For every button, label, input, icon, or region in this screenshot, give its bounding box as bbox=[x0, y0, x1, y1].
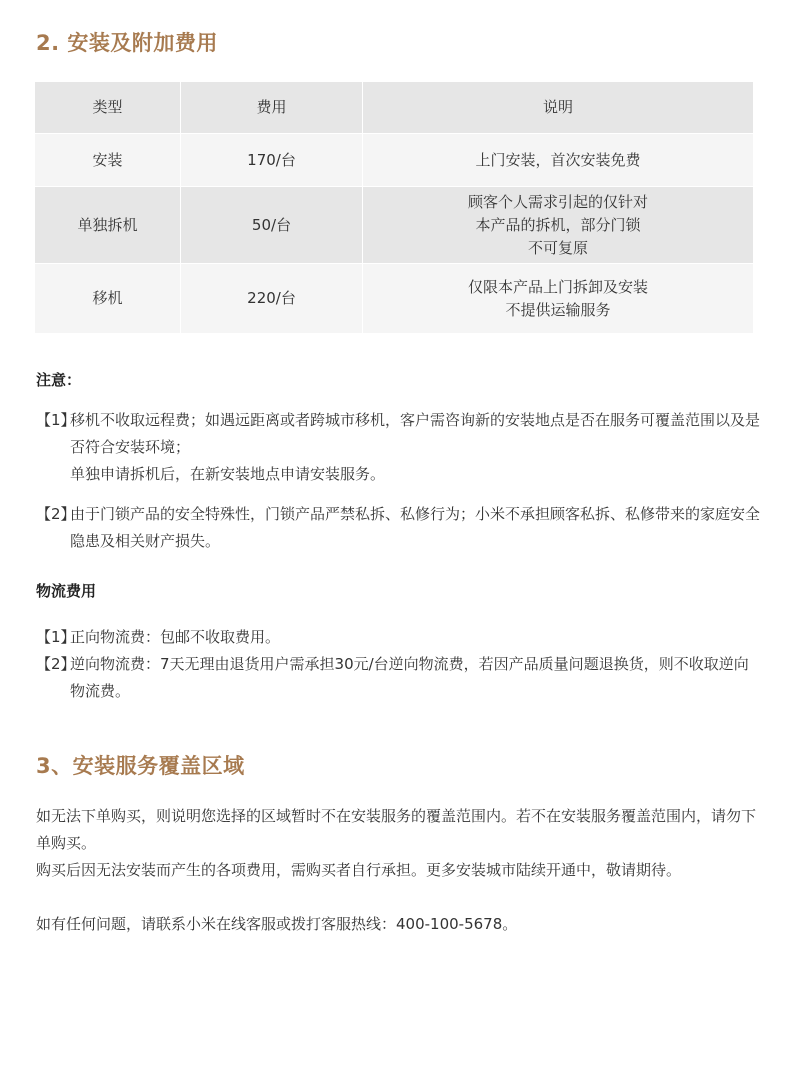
header-fee: 费用 bbox=[181, 82, 363, 133]
cell-fee: 50/台 bbox=[181, 186, 363, 263]
cell-desc: 顾客个人需求引起的仅针对 本产品的拆机，部分门锁 不可复原 bbox=[363, 186, 753, 263]
cell-type: 安装 bbox=[35, 133, 181, 186]
cell-type: 单独拆机 bbox=[35, 186, 181, 263]
notice-continuation: 单独申请拆机后，在新安装地点申请安装服务。 bbox=[70, 465, 386, 483]
notice-item bbox=[36, 501, 760, 555]
logistics-text: 正向物流费：包邮不收取费用。 bbox=[70, 628, 281, 646]
header-desc: 说明 bbox=[363, 82, 753, 133]
logistics-text: 逆向物流费：7天无理由退货用户需承担30元/台逆向物流费，若因产品质量问题退换货，则不收取逆向物流费。 bbox=[70, 655, 749, 700]
header-type: 类型 bbox=[35, 82, 181, 133]
notice-index: 【2】 bbox=[36, 505, 76, 523]
logistics-index: 【2】 bbox=[36, 655, 76, 673]
section-3-title: 3、安装服务覆盖区域 bbox=[36, 754, 245, 778]
notice-index: 【1】 bbox=[36, 411, 76, 429]
logistics-index: 【1】 bbox=[36, 628, 76, 646]
cell-type: 移机 bbox=[35, 263, 181, 333]
coverage-paragraph: 如无法下单购买，则说明您选择的区域暂时不在安装服务的覆盖范围内。若不在安装服务覆盖范围内，请勿下单购买。 bbox=[36, 807, 757, 852]
fee-table bbox=[35, 82, 753, 333]
cell-fee: 170/台 bbox=[181, 133, 363, 186]
notice-item bbox=[36, 407, 760, 488]
cell-fee: 220/台 bbox=[181, 263, 363, 333]
notice-label: 注意： bbox=[36, 371, 82, 389]
logistics-label: 物流费用 bbox=[36, 582, 97, 600]
logistics-item bbox=[36, 651, 760, 705]
contact-paragraph: 如有任何问题，请联系小米在线客服或拨打客服热线：400-100-5678。 bbox=[36, 915, 518, 933]
cell-desc: 仅限本产品上门拆卸及安装 不提供运输服务 bbox=[363, 263, 753, 333]
section-2-title: 2. 安装及附加费用 bbox=[36, 31, 218, 55]
logistics-item bbox=[36, 624, 760, 651]
notice-text: 由于门锁产品的安全特殊性，门锁产品严禁私拆、私修行为；小米不承担顾客私拆、私修带来的家庭安全隐患及相关财产损失。 bbox=[70, 505, 761, 550]
coverage-paragraph: 购买后因无法安装而产生的各项费用，需购买者自行承担。更多安装城市陆续开通中，敬请期待。 bbox=[36, 861, 682, 879]
notice-text: 移机不收取远程费；如遇远距离或者跨城市移机，客户需咨询新的安装地点是否在服务可覆盖范围以及是否符合安装环境； bbox=[70, 411, 761, 456]
cell-desc: 上门安装，首次安装免费 bbox=[363, 133, 753, 186]
